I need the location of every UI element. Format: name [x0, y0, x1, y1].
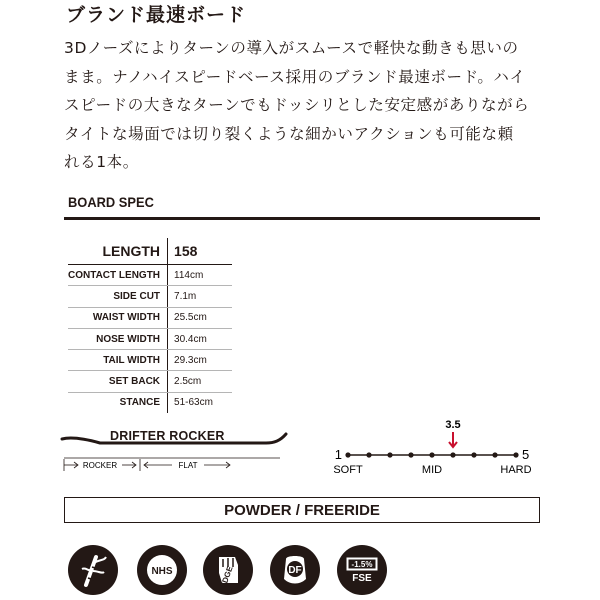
spec-value: 29.3cm	[168, 350, 233, 371]
edge-icon	[203, 545, 253, 595]
spec-row-tail-width	[68, 350, 232, 371]
spec-label: WAIST WIDTH	[68, 307, 168, 328]
flex-value-marker	[449, 432, 457, 447]
nhs-icon-label: NHS	[151, 566, 173, 577]
spec-row-stance	[68, 392, 232, 413]
technology-icons	[66, 545, 546, 597]
flex-scale-dot	[492, 452, 497, 457]
flex-scale-dot	[366, 452, 371, 457]
spec-value: 2.5cm	[168, 371, 233, 392]
df-icon-label: DF	[288, 565, 302, 576]
flex-soft-label: SOFT	[333, 464, 363, 476]
spec-label: NOSE WIDTH	[68, 328, 168, 349]
flat-zone-label: FLAT	[178, 461, 198, 470]
flex-scale-dot	[408, 452, 413, 457]
flex-scale-dot	[429, 452, 434, 457]
spec-value: 51-63cm	[174, 397, 213, 409]
spec-label: LENGTH	[68, 238, 168, 265]
flex-scale-dot	[450, 452, 455, 457]
description	[64, 34, 564, 177]
spec-value: 30.4cm	[168, 328, 233, 349]
board-spec-divider	[64, 217, 540, 220]
spec-row-contact-length	[68, 265, 232, 286]
board-spec-heading: BOARD SPEC	[68, 194, 154, 210]
description-line: スピードの大きなターンでもドッシリとした安定感がありながら	[64, 96, 530, 114]
board-spec-table	[68, 238, 232, 413]
spec-value: 25.5cm	[168, 307, 233, 328]
flex-scale-dot	[345, 452, 350, 457]
spec-row-waist-width	[68, 307, 232, 328]
spec-row-nose-width	[68, 328, 232, 349]
rocker-zone-label: ROCKER	[82, 461, 118, 470]
spec-row-set-back	[68, 371, 232, 392]
description-line: まま。ナノハイスピードベース採用のブランド最速ボード。ハイ	[64, 67, 526, 86]
description-line: れる1本。	[64, 153, 139, 171]
flex-value-label: 3.5	[445, 419, 461, 431]
fse-icon-top-label: -1.5%	[351, 560, 373, 569]
spec-row-side-cut	[68, 286, 232, 307]
spec-label: CONTACT LENGTH	[68, 265, 168, 286]
description-line: タイトな場面では切り裂くような細かいアクションも可能な頼	[64, 124, 514, 143]
riding-category: POWDER / FREERIDE	[64, 497, 540, 523]
df-icon	[270, 545, 320, 595]
spec-label: SIDE CUT	[68, 286, 168, 307]
flex-scale-dot	[513, 452, 518, 457]
spec-value: 114cm	[168, 265, 233, 286]
spec-value: 7.1m	[168, 286, 233, 307]
flex-mid-label: MID	[421, 464, 443, 476]
fse-icon	[337, 545, 387, 595]
bamboo-core-icon	[68, 545, 118, 595]
flex-min-label: 1	[334, 447, 342, 462]
flex-rating-scale	[330, 418, 550, 480]
flex-max-label: 5	[522, 447, 530, 462]
fse-icon-bottom-label: FSE	[352, 573, 372, 584]
flex-hard-label: HARD	[500, 464, 532, 476]
edge-icon-label: EDGE	[218, 564, 235, 590]
spec-value: 158	[168, 238, 233, 265]
description-line: 3Dノーズによりターンの導入がスムースで軽快な動きも思いの	[64, 39, 519, 57]
spec-row-length	[68, 238, 232, 265]
spec-label: SET BACK	[68, 371, 168, 392]
spec-label: TAIL WIDTH	[68, 350, 168, 371]
flex-scale-dot	[387, 452, 392, 457]
rocker-type-label: DRIFTER ROCKER	[110, 429, 225, 443]
flex-scale-dot	[471, 452, 476, 457]
nhs-icon	[137, 545, 187, 595]
page-title: ブランド最速ボード	[66, 4, 247, 26]
spec-label: STANCE	[68, 392, 168, 413]
